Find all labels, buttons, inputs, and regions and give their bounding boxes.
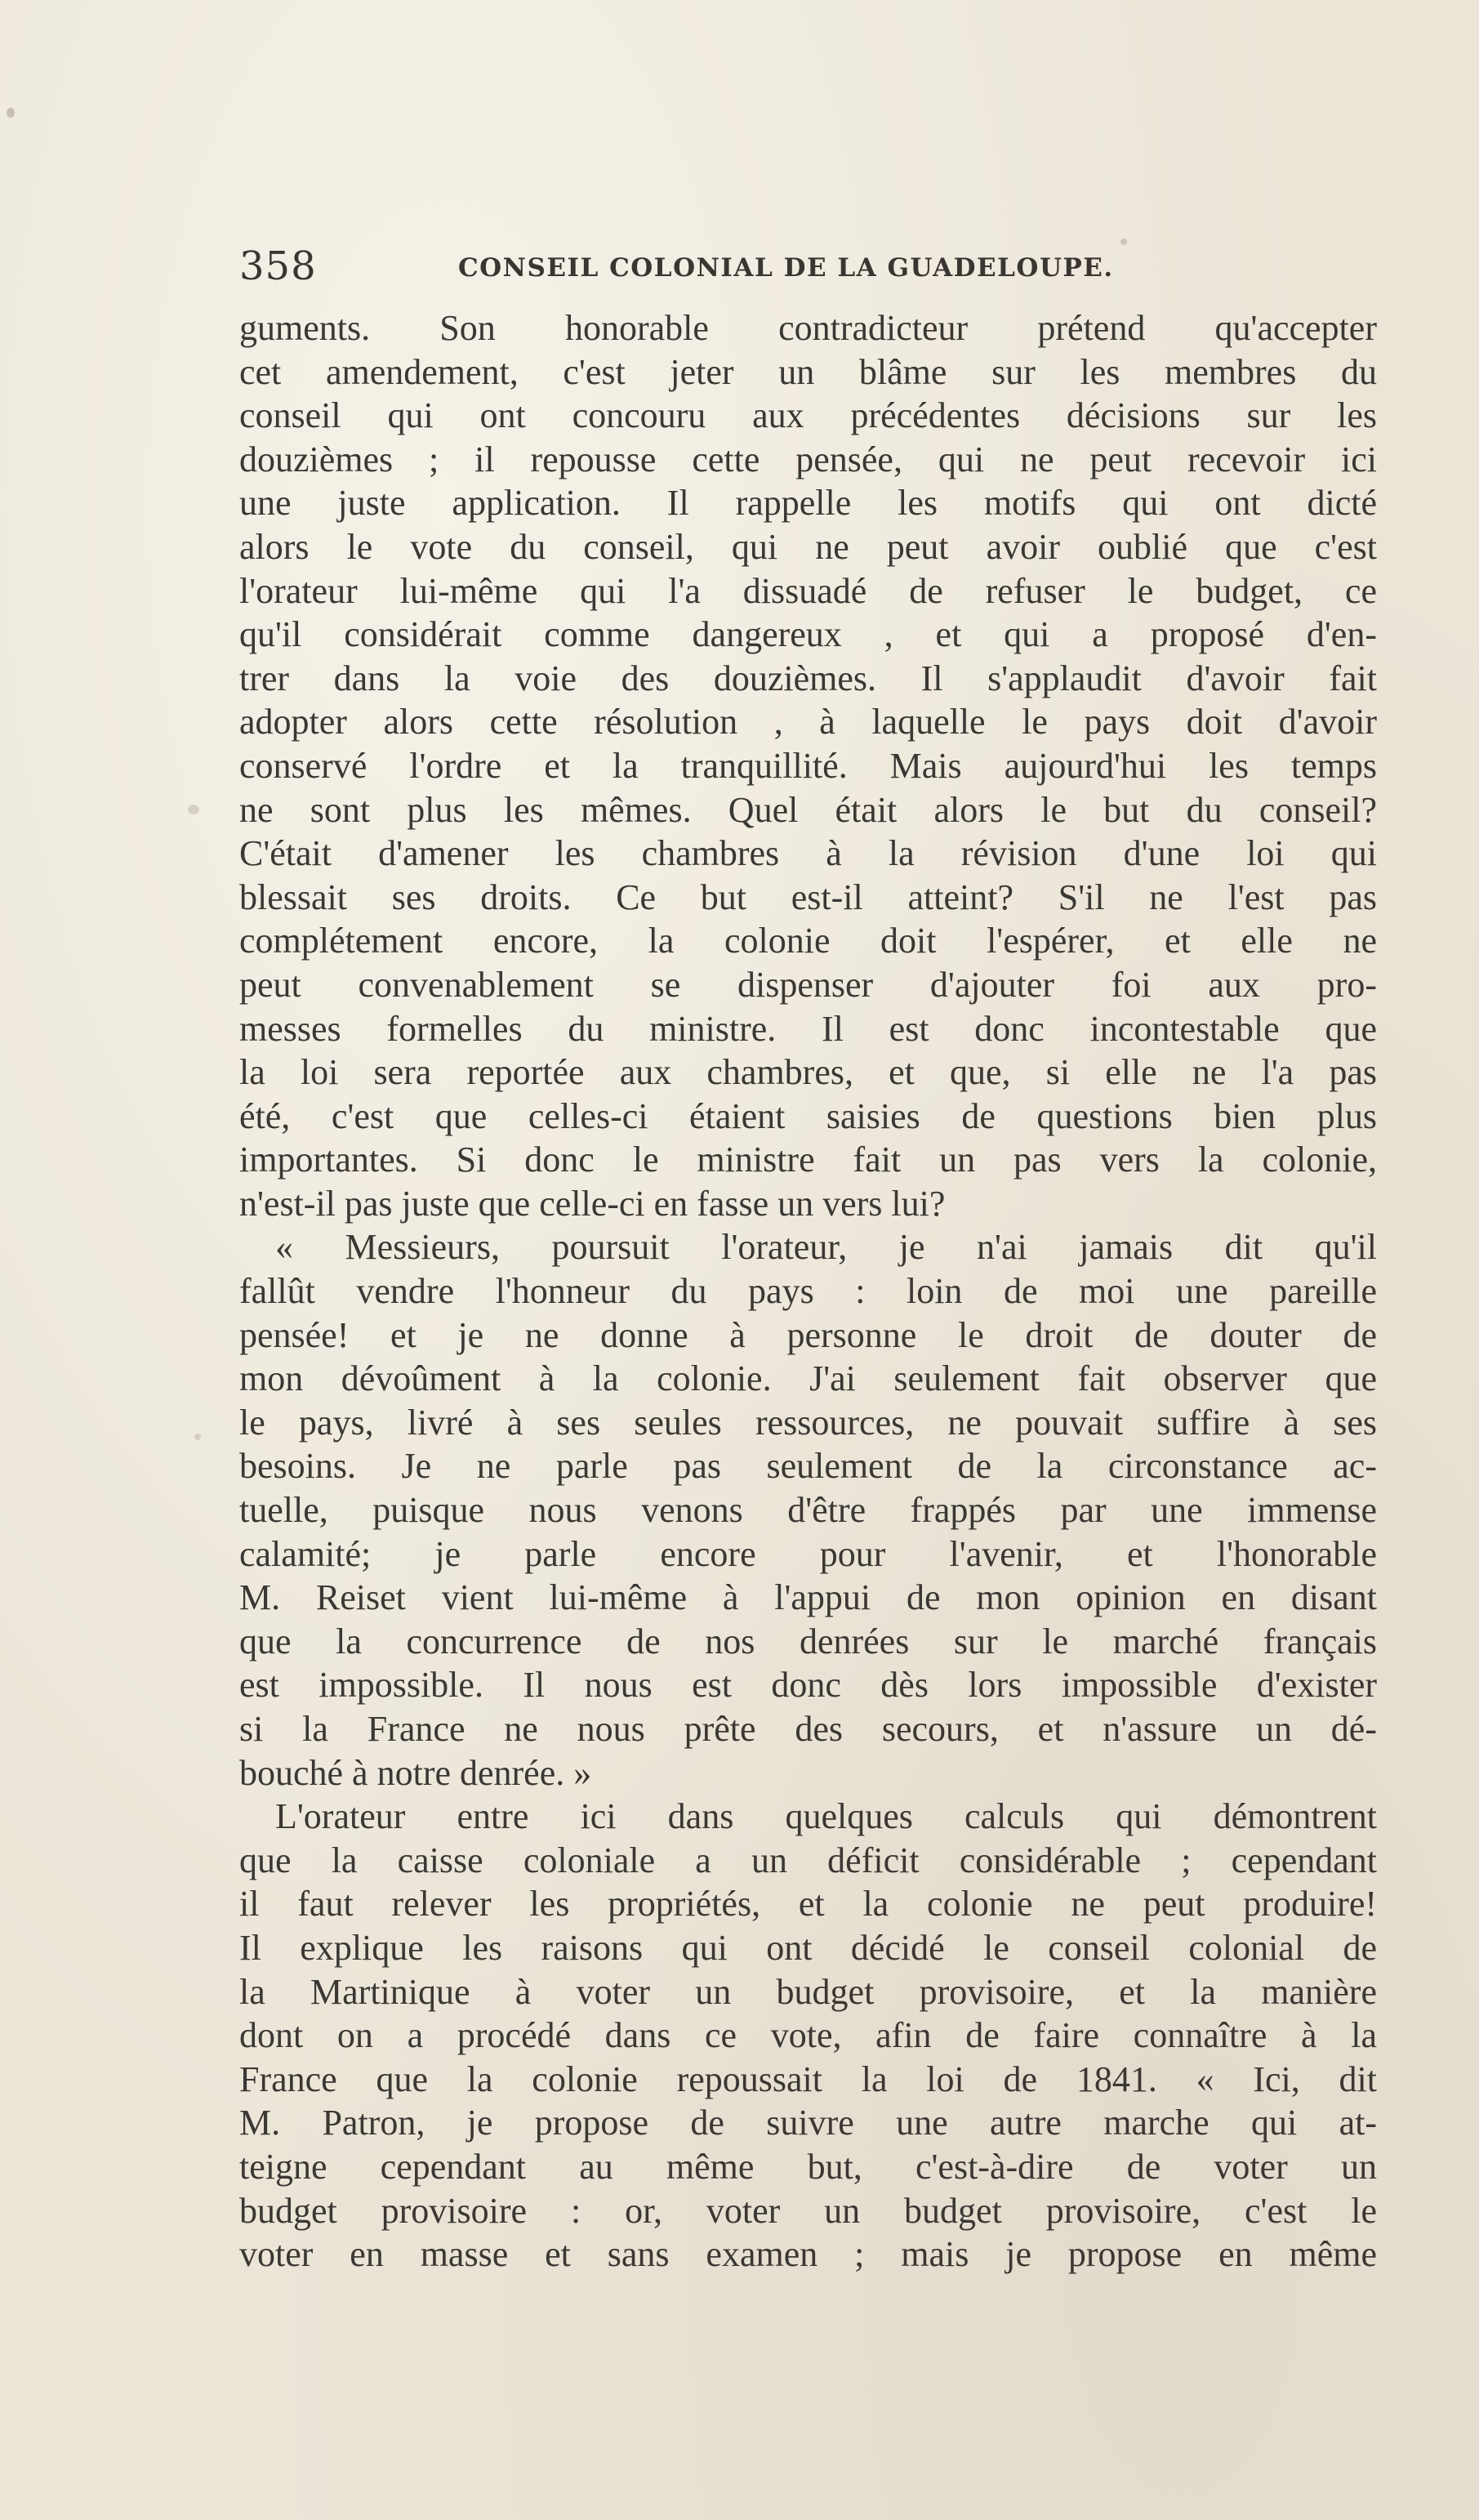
paper-spot (194, 1434, 201, 1440)
page-header (239, 243, 1383, 289)
paper-spot (188, 805, 199, 814)
text-line: douzièmes ; il repousse cette pensée, qui ne peut recevoir ici (239, 439, 1377, 479)
text-line: teigne cependant au même but, c'est-à-dire de voter un (239, 2146, 1377, 2187)
text-line: Il explique les raisons qui ont décidé le conseil colonial de (239, 1927, 1377, 1968)
body-text (239, 306, 1377, 2277)
text-line: le pays, livré à ses seules ressources, ne pouvait suffire à ses (239, 1402, 1377, 1443)
text-line: voter en masse et sans examen ; mais je propose en même (239, 2234, 1377, 2275)
text-line: calamité; je parle encore pour l'avenir, et l'honorable (239, 1533, 1377, 1574)
page-number: 358 (239, 243, 317, 289)
text-line: L'orateur entre ici dans quelques calculs qui démontrent (275, 1796, 1377, 1837)
paper-spot (7, 108, 15, 118)
text-line: complétement encore, la colonie doit l'espérer, et elle ne (239, 921, 1377, 961)
text-line: trer dans la voie des douzièmes. Il s'applaudit d'avoir fait (239, 658, 1377, 698)
text-line: alors le vote du conseil, qui ne peut avoir oublié que c'est (239, 526, 1377, 567)
text-line: que la concurrence de nos denrées sur le marché français (239, 1621, 1377, 1661)
text-line: été, c'est que celles-ci étaient saisies de questions bien plus (239, 1095, 1377, 1136)
running-head: CONSEIL COLONIAL DE LA GUADELOUPE. (458, 253, 1114, 283)
text-line: cet amendement, c'est jeter un blâme sur les membres du (239, 351, 1377, 392)
text-line: n'est-il pas juste que celle-ci en fasse un vers lui? (239, 1183, 946, 1224)
text-line: importantes. Si donc le ministre fait un pas vers la colonie, (239, 1140, 1377, 1180)
text-line: que la caisse coloniale a un déficit considérable ; cependant (239, 1840, 1377, 1880)
text-line: bouché à notre denrée. » (239, 1752, 592, 1793)
text-line: une juste application. Il rappelle les motifs qui ont dicté (239, 483, 1377, 524)
text-line: il faut relever les propriétés, et la colonie ne peut produire! (239, 1884, 1377, 1925)
text-line: fallût vendre l'honneur du pays : loin de moi une pareille (239, 1271, 1377, 1312)
text-line: messes formelles du ministre. Il est donc incontestable que (239, 1008, 1377, 1049)
text-line: budget provisoire : or, voter un budget provisoire, c'est le (239, 2190, 1377, 2231)
text-line: dont on a procédé dans ce vote, afin de faire connaître à la (239, 2015, 1377, 2056)
text-line: est impossible. Il nous est donc dès lors impossible d'exister (239, 1665, 1377, 1706)
text-line: « Messieurs, poursuit l'orateur, je n'ai jamais dit qu'il (275, 1227, 1377, 1268)
text-line: l'orateur lui-même qui l'a dissuadé de refuser le budget, ce (239, 570, 1377, 611)
text-line: conservé l'ordre et la tranquillité. Mais aujourd'hui les temps (239, 745, 1377, 786)
text-line: tuelle, puisque nous venons d'être frappés par une immense (239, 1490, 1377, 1531)
text-line: M. Patron, je propose de suivre une autre marche qui at- (239, 2103, 1377, 2143)
text-line: la Martinique à voter un budget provisoire, et la manière (239, 1971, 1377, 2012)
text-line: guments. Son honorable contradicteur prétend qu'accepter (239, 308, 1377, 348)
text-line: la loi sera reportée aux chambres, et que, si elle ne l'a pas (239, 1052, 1377, 1093)
text-line: M. Reiset vient lui-même à l'appui de mon opinion en disant (239, 1577, 1377, 1618)
text-line: pensée! et je ne donne à personne le droit de douter de (239, 1314, 1377, 1355)
text-line: peut convenablement se dispenser d'ajouter foi aux pro- (239, 964, 1377, 1005)
text-line: conseil qui ont concouru aux précédentes décisions sur les (239, 395, 1377, 436)
text-line: blessait ses droits. Ce but est-il atteint? S'il ne l'est pas (239, 876, 1377, 917)
text-line: ne sont plus les mêmes. Quel était alors le but du conseil? (239, 789, 1377, 830)
text-line: besoins. Je ne parle pas seulement de la circonstance ac- (239, 1446, 1377, 1487)
text-line: si la France ne nous prête des secours, et n'assure un dé- (239, 1709, 1377, 1749)
text-line: France que la colonie repoussait la loi de 1841. « Ici, dit (239, 2058, 1377, 2099)
text-line: qu'il considérait comme dangereux , et qui a proposé d'en- (239, 614, 1377, 655)
text-line: mon dévoûment à la colonie. J'ai seulement fait observer que (239, 1358, 1377, 1399)
text-line: adopter alors cette résolution , à laquelle le pays doit d'avoir (239, 702, 1377, 743)
text-line: C'était d'amener les chambres à la révision d'une loi qui (239, 833, 1377, 874)
